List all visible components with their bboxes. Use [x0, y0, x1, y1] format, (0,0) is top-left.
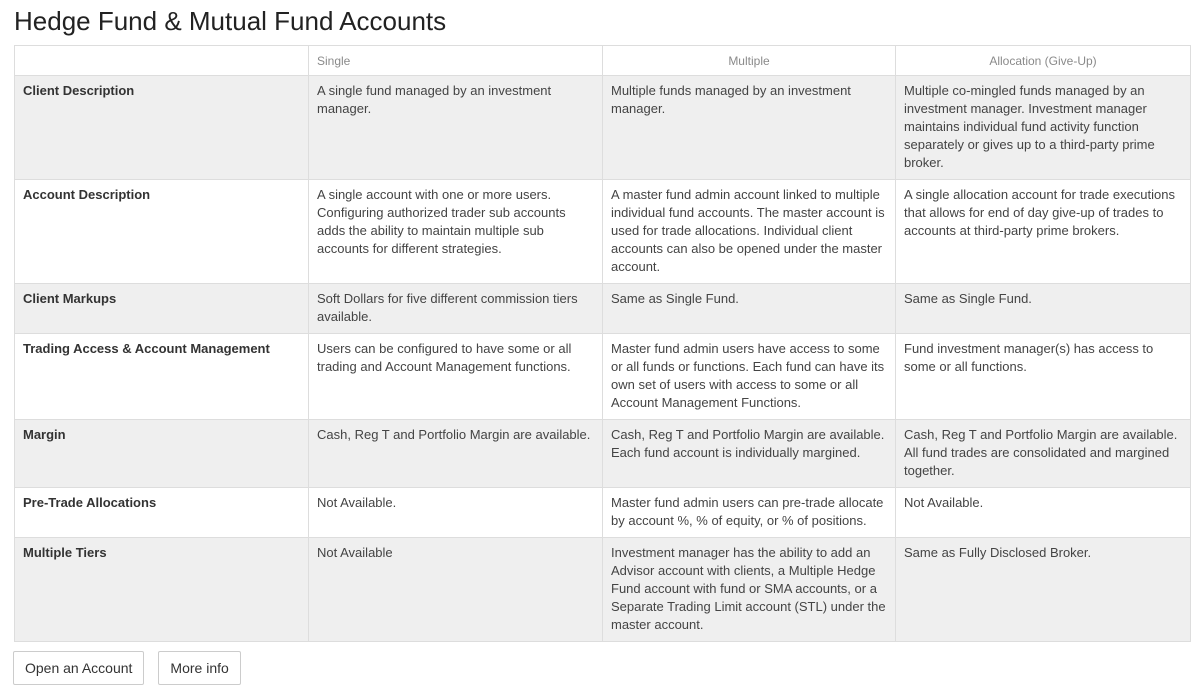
table-row-pre-trade-allocations [15, 488, 1191, 538]
more-info-button[interactable]: More info [158, 651, 240, 685]
cell-allocation: Fund investment manager(s) has access to some or all functions. [896, 334, 1191, 420]
cell-multiple: Cash, Reg T and Portfolio Margin are available. Each fund account is individually margined. [603, 420, 896, 488]
row-label: Client Description [15, 76, 309, 180]
cell-allocation: Multiple co-mingled funds managed by an investment manager. Investment manager maintains individual fund activity function separately or gives up to a third-party prime broker. [896, 76, 1191, 180]
table-row-margin [15, 420, 1191, 488]
cell-single: Not Available [309, 538, 603, 642]
column-header-allocation: Allocation (Give-Up) [896, 46, 1191, 76]
row-label: Margin [15, 420, 309, 488]
column-header-label [15, 46, 309, 76]
table-header-row [15, 46, 1191, 76]
table-row-client-markups [15, 284, 1191, 334]
account-comparison-table [14, 45, 1191, 642]
column-header-single: Single [309, 46, 603, 76]
row-label: Account Description [15, 180, 309, 284]
page-title: Hedge Fund & Mutual Fund Accounts [14, 6, 447, 36]
cell-multiple: A master fund admin account linked to multiple individual fund accounts. The master account is used for trade allocations. Individual client accounts can also be opened under the master account. [603, 180, 896, 284]
table-row-client-description [15, 76, 1191, 180]
cell-allocation: Same as Fully Disclosed Broker. [896, 538, 1191, 642]
cell-multiple: Multiple funds managed by an investment manager. [603, 76, 896, 180]
table-row-multiple-tiers [15, 538, 1191, 642]
cell-allocation: Same as Single Fund. [896, 284, 1191, 334]
cell-allocation: Not Available. [896, 488, 1191, 538]
row-label: Trading Access & Account Management [15, 334, 309, 420]
action-buttons [13, 651, 241, 685]
open-account-button[interactable]: Open an Account [13, 651, 144, 685]
cell-allocation: Cash, Reg T and Portfolio Margin are available. All fund trades are consolidated and margined together. [896, 420, 1191, 488]
cell-single: Soft Dollars for five different commission tiers available. [309, 284, 603, 334]
cell-single: Users can be configured to have some or all trading and Account Management functions. [309, 334, 603, 420]
cell-single: A single fund managed by an investment manager. [309, 76, 603, 180]
cell-single: Not Available. [309, 488, 603, 538]
cell-single: A single account with one or more users. Configuring authorized trader sub accounts adds the ability to maintain multiple sub accounts for different strategies. [309, 180, 603, 284]
cell-allocation: A single allocation account for trade executions that allows for end of day give-up of trades to accounts at third-party prime brokers. [896, 180, 1191, 284]
cell-multiple: Investment manager has the ability to add an Advisor account with clients, a Multiple Hedge Fund account with fund or SMA accounts, or a Separate Trading Limit account (STL) under the master account. [603, 538, 896, 642]
cell-multiple: Master fund admin users have access to some or all funds or functions. Each fund can have its own set of users with access to some or all Account Management Functions. [603, 334, 896, 420]
cell-multiple: Same as Single Fund. [603, 284, 896, 334]
table-row-account-description [15, 180, 1191, 284]
row-label: Pre-Trade Allocations [15, 488, 309, 538]
column-header-multiple: Multiple [603, 46, 896, 76]
table-row-trading-access [15, 334, 1191, 420]
cell-multiple: Master fund admin users can pre-trade allocate by account %, % of equity, or % of positions. [603, 488, 896, 538]
cell-single: Cash, Reg T and Portfolio Margin are available. [309, 420, 603, 488]
row-label: Multiple Tiers [15, 538, 309, 642]
row-label: Client Markups [15, 284, 309, 334]
